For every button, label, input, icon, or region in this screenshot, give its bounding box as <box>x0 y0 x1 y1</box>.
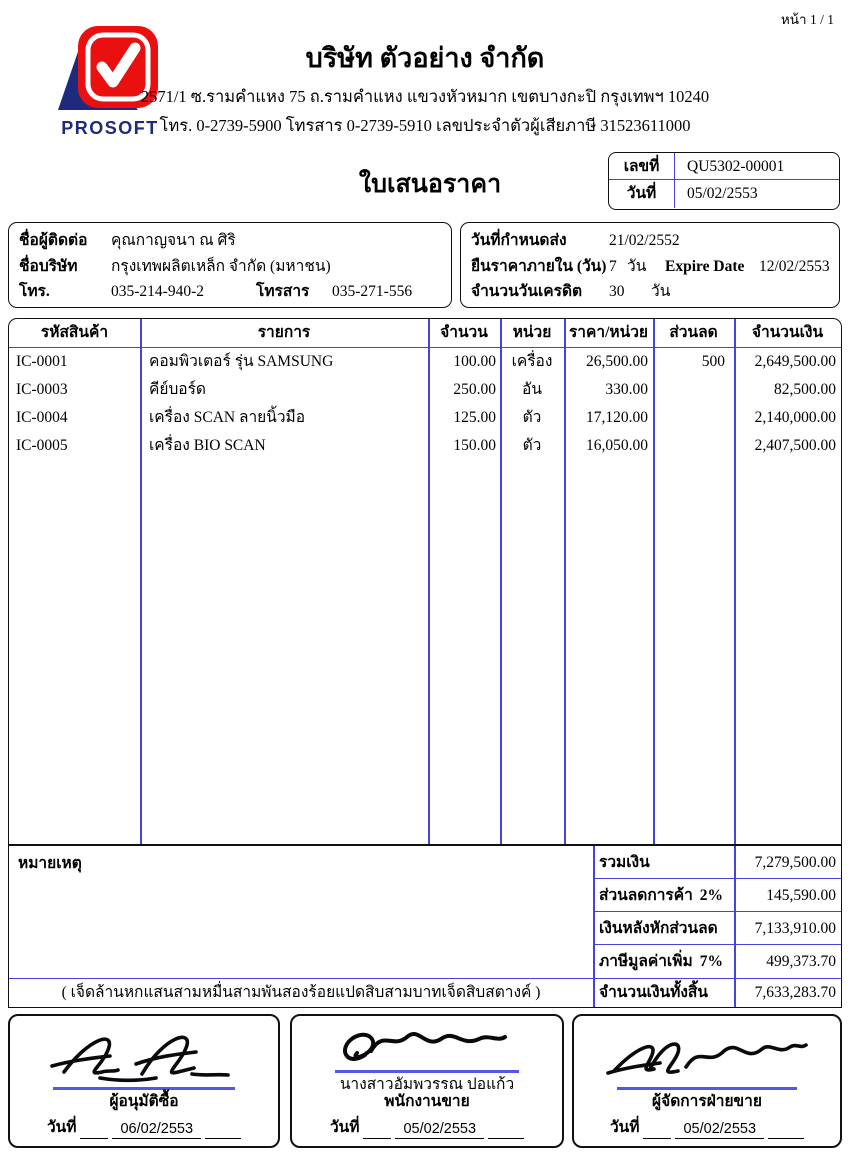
signature-icon <box>327 1017 527 1067</box>
item-description: คีย์บอร์ด <box>149 381 206 398</box>
column-divider <box>428 319 430 844</box>
item-amount: 82,500.00 <box>774 381 836 398</box>
trade-discount-value: 145,590.00 <box>766 887 836 904</box>
signature-icon <box>602 1029 812 1084</box>
contact-row <box>19 228 451 254</box>
signer-role: พนักงานขาย <box>384 1093 470 1110</box>
customer-company-value: กรุงเทพผลิตเหล็ก จำกัด (มหาชน) <box>111 257 331 275</box>
doc-date-value: 05/02/2553 <box>687 185 758 203</box>
item-discount <box>653 376 734 404</box>
signer-role: ผู้จัดการฝ่ายขาย <box>652 1093 762 1110</box>
doc-number-value: QU5302-00001 <box>687 158 785 175</box>
header-unit: หน่วย <box>512 324 552 341</box>
item-description: เครื่อง BIO SCAN <box>149 437 266 454</box>
item-unit: ตัว <box>522 437 542 454</box>
trade-discount-label: ส่วนลดการค้า <box>599 887 693 904</box>
company-phone-line: โทร. 0-2739-5900 โทรสาร 0-2739-5910 เลขประจำตัวผู้เสียภาษี 31523611000 <box>159 116 691 135</box>
summary-section <box>8 845 842 1008</box>
item-description: คอมพิวเตอร์ รุ่น SAMSUNG <box>149 353 334 370</box>
signature-box-sales-manager <box>572 1014 842 1148</box>
signature-box-sales-staff <box>290 1014 564 1148</box>
price-validity-row <box>471 254 839 280</box>
credit-unit: วัน <box>651 283 671 300</box>
after-discount-value: 7,133,910.00 <box>754 920 836 937</box>
signature-box-purchase-approver <box>8 1014 280 1148</box>
signature-date-row <box>610 1114 804 1139</box>
delivery-date-row <box>471 228 839 254</box>
phone-row <box>19 279 451 305</box>
items-header-row <box>9 319 841 348</box>
remark-label: หมายเหตุ <box>18 855 82 872</box>
items-table <box>8 318 842 845</box>
customer-info-box <box>8 222 452 308</box>
header-quantity: จำนวน <box>440 324 488 341</box>
vat-pct: 7% <box>699 953 723 970</box>
trade-discount-pct: 2% <box>699 887 723 904</box>
expire-date-value: 12/02/2553 <box>759 257 830 275</box>
signer-name: นางสาวอัมพวรรณ ปอแก้ว <box>339 1076 515 1093</box>
fax-label: โทรสาร <box>256 283 310 300</box>
summary-row-discount <box>593 879 841 912</box>
item-amount: 2,140,000.00 <box>754 409 836 426</box>
signature-line <box>53 1087 235 1090</box>
signature-date-row <box>47 1114 241 1139</box>
credit-days-row <box>471 279 839 305</box>
grand-total-value: 7,633,283.70 <box>754 984 836 1001</box>
item-unit-price: 26,500.00 <box>586 353 648 370</box>
delivery-date-label: วันที่กำหนดส่ง <box>471 232 567 249</box>
table-row <box>9 432 841 460</box>
summary-row-after-discount <box>593 912 841 945</box>
grand-total-row <box>9 978 841 1007</box>
table-row <box>9 348 841 376</box>
delivery-date-value: 21/02/2552 <box>609 232 680 249</box>
table-row <box>9 404 841 432</box>
contact-value: คุณกาญจนา ณ ศิริ <box>111 232 236 249</box>
item-discount <box>653 432 734 460</box>
item-discount: 500 <box>701 353 725 370</box>
validity-label: ยืนราคาภายใน (วัน) <box>471 257 607 275</box>
date-label: วันที่ <box>329 1119 360 1136</box>
date-label: วันที่ <box>46 1119 77 1136</box>
credit-label: จำนวนวันเครดิต <box>471 283 583 300</box>
date-underline <box>488 1122 524 1139</box>
grand-total-label: จำนวนเงินทั้งสิ้น <box>599 984 708 1001</box>
date-label: วันที่ <box>609 1119 640 1136</box>
column-divider <box>140 319 142 844</box>
doc-number-box <box>608 152 840 210</box>
column-divider <box>564 319 566 844</box>
date-underline <box>363 1122 391 1139</box>
company-name: บริษัท ตัวอย่าง จำกัด <box>305 43 545 73</box>
item-unit: เครื่อง <box>511 353 553 370</box>
date-underline <box>205 1122 241 1139</box>
summary-row-vat <box>593 945 841 978</box>
item-amount: 2,407,500.00 <box>754 437 836 454</box>
signature-date: 06/02/2553 <box>112 1121 201 1139</box>
item-code: IC-0005 <box>16 437 68 454</box>
header-description: รายการ <box>257 324 311 341</box>
signature-date: 05/02/2553 <box>675 1121 764 1139</box>
item-unit-price: 17,120.00 <box>586 409 648 426</box>
subtotal-pct <box>723 846 733 878</box>
vat-label: ภาษีมูลค่าเพิ่ม <box>599 953 693 970</box>
signature-date: 05/02/2553 <box>395 1121 484 1139</box>
column-divider <box>653 319 655 844</box>
item-discount <box>653 404 734 432</box>
doc-number-row <box>609 153 839 180</box>
page-number: หน้า 1 / 1 <box>780 12 834 27</box>
item-amount: 2,649,500.00 <box>754 353 836 370</box>
header-discount: ส่วนลด <box>669 324 718 341</box>
prosoft-logo-text: PROSOFT <box>61 118 159 138</box>
item-quantity: 150.00 <box>453 437 496 454</box>
item-unit-price: 330.00 <box>605 381 648 398</box>
header-amount: จำนวนเงิน <box>751 324 824 341</box>
subtotal-value: 7,279,500.00 <box>754 854 836 871</box>
customer-company-row <box>19 254 451 280</box>
validity-days: 7 <box>609 257 617 275</box>
item-quantity: 100.00 <box>453 353 496 370</box>
summary-row-subtotal <box>593 846 841 879</box>
tel-label: โทร. <box>19 283 50 300</box>
signature-icon <box>44 1024 244 1084</box>
subtotal-label: รวมเงิน <box>599 854 650 871</box>
terms-box <box>460 222 840 308</box>
signature-date-row <box>330 1114 524 1139</box>
item-code: IC-0001 <box>16 353 68 370</box>
item-unit: อัน <box>522 381 542 398</box>
doc-date-row <box>609 180 839 207</box>
table-row <box>9 376 841 404</box>
item-unit-price: 16,050.00 <box>586 437 648 454</box>
tel-value: 035-214-940-2 <box>111 283 204 300</box>
item-quantity: 125.00 <box>453 409 496 426</box>
vat-value: 499,373.70 <box>766 953 836 970</box>
header-item-code: รหัสสินค้า <box>40 324 109 341</box>
after-discount-label: เงินหลังหักส่วนลด <box>599 920 718 937</box>
column-divider <box>500 319 502 844</box>
signer-role: ผู้อนุมัติซื้อ <box>109 1093 179 1110</box>
item-quantity: 250.00 <box>453 381 496 398</box>
contact-label: ชื่อผู้ติดต่อ <box>19 232 88 249</box>
company-address: 2571/1 ซ.รามคำแหง 75 ถ.รามคำแหง แขวงหัวหมาก เขตบางกะปิ กรุงเทพฯ 10240 <box>140 87 710 106</box>
header-unit-price: ราคา/หน่วย <box>568 324 648 341</box>
customer-company-label: ชื่อบริษัท <box>19 257 78 275</box>
signature-line <box>617 1087 798 1090</box>
credit-days: 30 <box>609 283 625 300</box>
date-underline <box>768 1122 804 1139</box>
document-title: ใบเสนอราคา <box>358 171 502 198</box>
doc-number-label: เลขที่ <box>609 153 675 179</box>
item-code: IC-0003 <box>16 381 68 398</box>
item-unit: ตัว <box>522 409 542 426</box>
date-underline <box>643 1122 671 1139</box>
after-discount-pct <box>723 912 733 944</box>
validity-unit: วัน <box>627 257 647 275</box>
date-underline <box>80 1122 108 1139</box>
signature-line <box>335 1070 519 1073</box>
doc-date-label: วันที่ <box>609 180 675 207</box>
item-description: เครื่อง SCAN ลายนิ้วมือ <box>149 409 306 426</box>
item-code: IC-0004 <box>16 409 68 426</box>
fax-value: 035-271-556 <box>332 283 413 300</box>
expire-date-label: Expire Date <box>665 257 745 275</box>
column-divider <box>734 319 736 844</box>
amount-in-words: ( เจ็ดล้านหกแสนสามหมื่นสามพันสองร้อยแปดสิบสามบาทเจ็ดสิบสตางค์ ) <box>61 984 541 1001</box>
